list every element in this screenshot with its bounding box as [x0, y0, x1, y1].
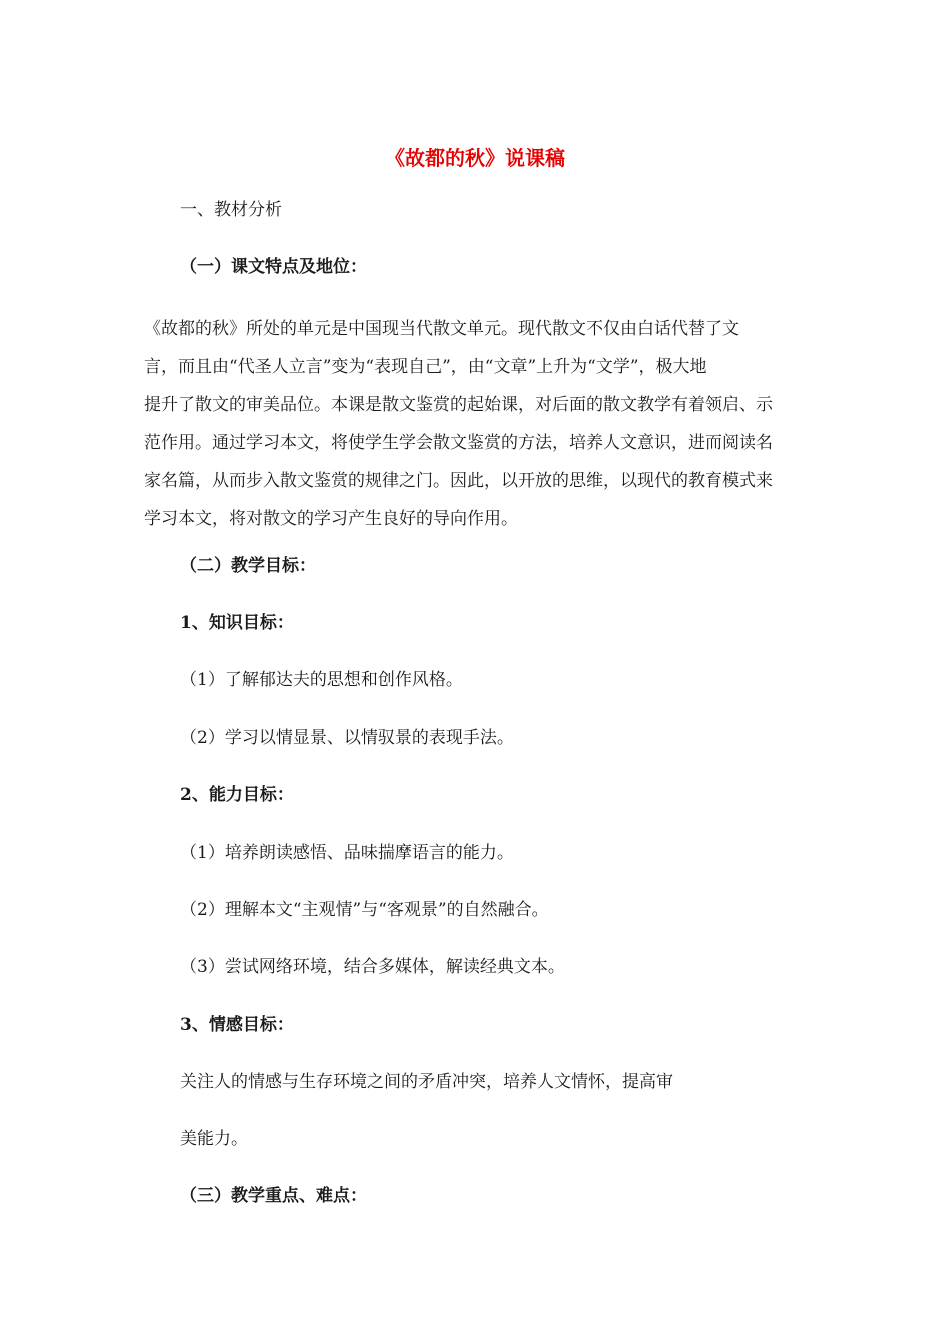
goal-item: （3）尝试网络环境，结合多媒体，解读经典文本。	[180, 957, 565, 977]
paragraph-line: 范作用。通过学习本文，将使学生学会散文鉴赏的方法，培养人文意识，进而阅读名	[144, 433, 773, 453]
subsection-heading-features: （一）课文特点及地位：	[180, 257, 367, 277]
paragraph-line: 言，而且由“代圣人立言”变为“表现自己”，由“文章”上升为“文学”，极大地	[144, 357, 707, 377]
section-heading-teaching-material: 一、教材分析	[180, 200, 282, 220]
paragraph-line: 提升了散文的审美品位。本课是散文鉴赏的起始课，对后面的散文教学有着领启、示	[144, 395, 773, 415]
goal-heading-emotion: 3、情感目标：	[180, 1015, 294, 1035]
paragraph-features	[144, 310, 808, 538]
goal-item: （2）理解本文“主观情”与“客观景”的自然融合。	[180, 900, 549, 920]
goal-text-line: 美能力。	[180, 1129, 248, 1149]
paragraph-line: 学习本文，将对散文的学习产生良好的导向作用。	[144, 509, 518, 529]
document-title: 《故都的秋》说课稿	[385, 146, 565, 170]
goal-item: （2）学习以情显景、以情驭景的表现手法。	[180, 728, 514, 748]
goal-heading-ability: 2、能力目标：	[180, 785, 294, 805]
goal-item: （1）培养朗读感悟、品味揣摩语言的能力。	[180, 843, 514, 863]
goal-text-line: 关注人的情感与生存环境之间的矛盾冲突，培养人文情怀，提高审	[180, 1072, 673, 1092]
goal-item: （1）了解郁达夫的思想和创作风格。	[180, 670, 463, 690]
subsection-heading-goals: （二）教学目标：	[180, 556, 316, 576]
paragraph-line: 《故都的秋》所处的单元是中国现当代散文单元。现代散文不仅由白话代替了文	[144, 319, 739, 339]
paragraph-line: 家名篇，从而步入散文鉴赏的规律之门。因此，以开放的思维，以现代的教育模式来	[144, 471, 773, 491]
goal-heading-knowledge: 1、知识目标：	[180, 613, 294, 633]
subsection-heading-key-points: （三）教学重点、难点：	[180, 1186, 367, 1206]
